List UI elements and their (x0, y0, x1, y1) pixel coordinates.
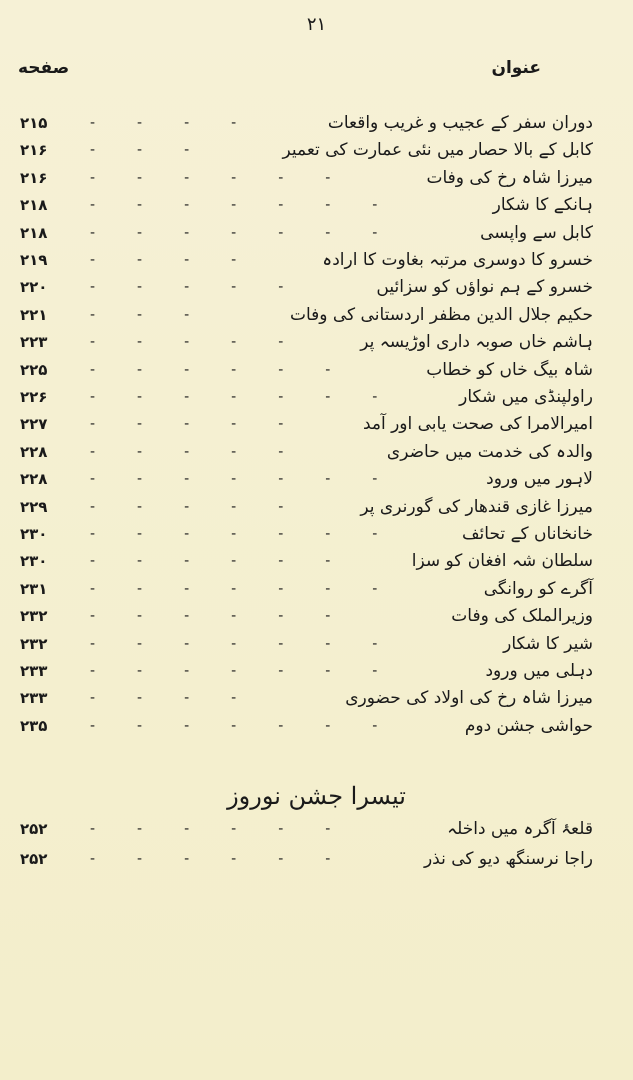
toc-leader: ----- (90, 334, 326, 351)
column-header-title: عنوان (491, 58, 541, 78)
toc-entry (0, 192, 633, 218)
toc-leader: ------- (90, 717, 420, 734)
toc-page-number: ۲۳۰ (20, 525, 48, 543)
toc-leader: ---- (90, 115, 279, 131)
toc-page-number: ۲۲۶ (20, 388, 48, 406)
toc-title: کابل سے واپسی (480, 222, 593, 243)
toc-page-number: ۲۲۵ (20, 360, 48, 379)
toc-entry (0, 631, 633, 657)
toc-title: آگرے کو روانگی (483, 578, 593, 599)
toc-entry (0, 439, 633, 465)
toc-entry (0, 329, 633, 355)
toc-page-number: ۲۲۹ (20, 497, 48, 516)
toc-leader: ------ (90, 169, 373, 186)
toc-leader: ------ (90, 361, 373, 378)
toc-title: حواشی جشن دوم (464, 715, 593, 736)
toc-title: وزیرالملک کی وفات (451, 606, 593, 627)
toc-leader: ----- (90, 279, 326, 296)
toc-leader: ------ (90, 821, 373, 837)
toc-title: لاہور میں ورود (486, 469, 593, 490)
toc-leader: ---- (90, 690, 279, 707)
toc-page-number: ۲۳۰ (20, 552, 48, 571)
toc-title: میرزا شاہ رخ کی اولاد کی حضوری (345, 688, 593, 709)
column-header-page: صفحه (18, 58, 70, 78)
toc-entry (0, 274, 633, 300)
toc-page-number: ۲۱۶ (20, 168, 48, 187)
toc-leader: ------- (90, 580, 420, 597)
toc-entry (0, 548, 633, 574)
toc-page-number: ۲۳۲ (20, 607, 48, 626)
toc-title: دوران سفر کے عجیب و غریب واقعات (327, 113, 593, 133)
toc-entry (0, 816, 633, 842)
toc-leader: ------- (90, 663, 420, 679)
toc-leader: ------- (90, 526, 420, 542)
page-number: ۲۱ (306, 14, 327, 35)
toc-entry (0, 247, 633, 273)
toc-entry (0, 137, 633, 163)
toc-title: حکیم جلال الدین مظفر اردستانی کی وفات (289, 304, 593, 325)
toc-entry (0, 220, 633, 246)
toc-title: راولپنڈی میں شکار (459, 387, 593, 407)
toc-title: راجا نرسنگھ دیو کی نذر (423, 849, 593, 869)
toc-entry (0, 846, 633, 872)
toc-title: دہلی میں ورود (485, 661, 593, 681)
toc-title: ہاشم خاں صوبہ داری اوڑیسہ پر (360, 332, 593, 353)
toc-title: امیرالامرا کی صحت یابی اور آمد (362, 414, 593, 435)
toc-page-number: ۲۱۵ (20, 114, 48, 132)
toc-page-number: ۲۲۷ (20, 415, 48, 434)
toc-title: والدہ کی خدمت میں حاضری (386, 441, 593, 462)
toc-page-number: ۲۲۳ (20, 333, 48, 352)
toc-title: قلعۂ آگرہ میں داخلہ (447, 819, 593, 839)
toc-entry (0, 302, 633, 328)
toc-leader: --- (90, 142, 232, 159)
toc-entry (0, 658, 633, 684)
toc-title: میرزا شاہ رخ کی وفات (426, 167, 593, 188)
toc-entry (0, 521, 633, 547)
toc-leader: ------ (90, 553, 373, 570)
toc-page-number: ۲۵۲ (20, 850, 48, 868)
toc-leader: ------- (90, 471, 420, 488)
toc-leader: ------ (90, 851, 373, 867)
toc-page-number: ۲۳۳ (20, 689, 48, 708)
toc-entry (0, 411, 633, 437)
section-heading: تیسرا جشن نوروز (227, 782, 406, 810)
toc-title: خسرو کا دوسری مرتبہ بغاوت کا ارادہ (322, 250, 593, 270)
toc-leader: ------- (90, 197, 420, 214)
toc-title: خانخاناں کے تحائف (461, 524, 593, 544)
toc-entry (0, 713, 633, 739)
toc-entry (0, 466, 633, 492)
toc-page-number: ۲۱۸ (20, 196, 48, 215)
toc-page-number: ۲۳۱ (20, 579, 48, 598)
toc-leader: ---- (90, 252, 279, 268)
toc-leader: ------ (90, 608, 373, 625)
toc-page-number: ۲۳۵ (20, 716, 48, 735)
toc-page-number: ۲۳۲ (20, 634, 48, 653)
toc-entry (0, 110, 633, 136)
toc-page-number: ۲۲۸ (20, 470, 48, 489)
toc-leader: ------- (90, 389, 420, 405)
toc-entry (0, 357, 633, 383)
toc-title: ہانکے کا شکار (492, 195, 593, 216)
toc-leader: ----- (90, 498, 326, 515)
toc-entry (0, 685, 633, 711)
toc-title: شیر کا شکار (503, 633, 593, 654)
toc-title: سلطان شہ افغان کو سزا (411, 551, 593, 572)
toc-page-number: ۲۲۸ (20, 442, 48, 461)
toc-leader: ----- (90, 443, 326, 460)
toc-page-number: ۲۲۱ (20, 305, 48, 324)
toc-leader: ----- (90, 416, 326, 433)
toc-page-number: ۲۲۰ (20, 278, 48, 297)
toc-entry (0, 165, 633, 191)
toc-page-number: ۲۵۲ (20, 820, 48, 838)
toc-page-number: ۲۱۶ (20, 141, 48, 160)
toc-page-number: ۲۱۸ (20, 223, 48, 242)
toc-page-number: ۲۱۹ (20, 251, 48, 269)
toc-entry (0, 494, 633, 520)
toc-leader: --- (90, 306, 232, 323)
toc-title: شاہ بیگ خاں کو خطاب (426, 359, 593, 380)
toc-leader: ------- (90, 224, 420, 241)
toc-title: میرزا غازی قندھار کی گورنری پر (360, 496, 593, 517)
toc-page-number: ۲۳۳ (20, 662, 48, 680)
toc-title: خسرو کے ہم نواؤں کو سزائیں (376, 277, 593, 298)
toc-entry (0, 384, 633, 410)
toc-entry (0, 576, 633, 602)
toc-leader: ------- (90, 635, 420, 652)
toc-entry (0, 603, 633, 629)
toc-title: کابل کے بالا حصار میں نئی عمارت کی تعمیر (282, 140, 593, 161)
